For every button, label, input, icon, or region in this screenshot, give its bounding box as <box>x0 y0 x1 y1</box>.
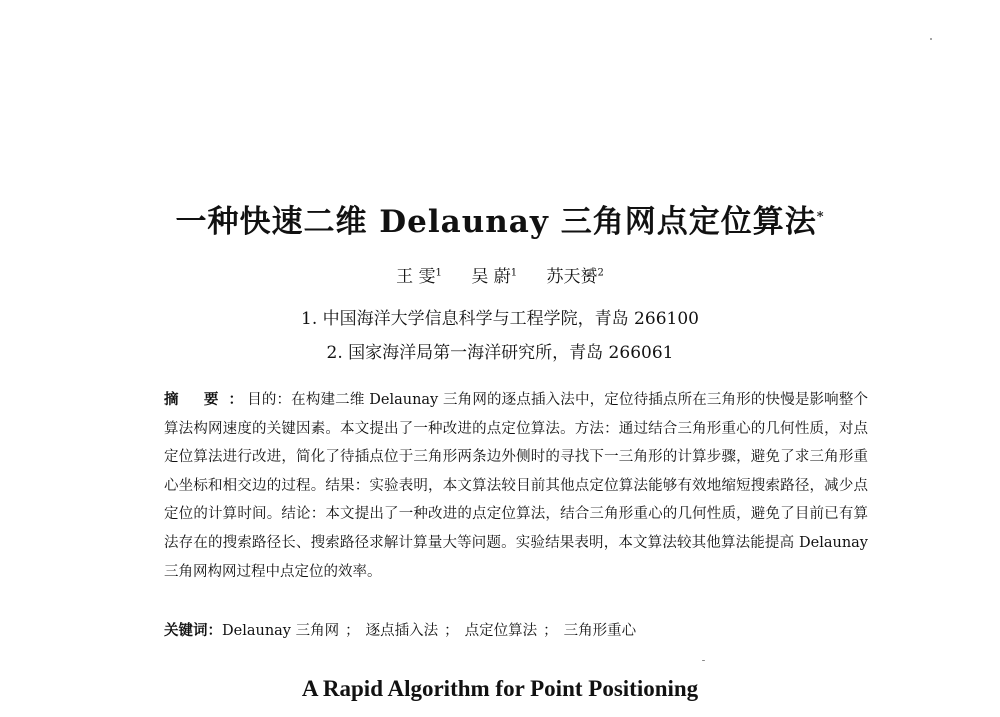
affiliation-2: 2. 国家海洋局第一海洋研究所，青岛 266061 <box>326 343 674 363</box>
keywords-line <box>164 619 868 640</box>
abstract <box>164 386 868 586</box>
author-3 <box>547 262 604 287</box>
author-name: 吴 蔚 <box>471 267 511 287</box>
paper-title <box>0 196 1000 241</box>
scan-speck <box>930 38 932 40</box>
author-2 <box>471 262 517 287</box>
keyword-separator: ； <box>543 623 558 639</box>
author-1 <box>396 262 442 287</box>
title-footnote-mark: * <box>816 209 825 225</box>
abstract-colon: ： <box>228 391 244 408</box>
author-name: 苏天赟 <box>546 267 598 287</box>
author-affil-mark: 1 <box>435 267 442 279</box>
keyword: 逐点插入法 <box>365 623 439 639</box>
author-affil-mark: 1 <box>510 267 518 279</box>
paper-title-text: 一种快速二维 Delaunay 三角网点定位算法 <box>175 204 817 240</box>
keyword: Delaunay 三角网 <box>222 623 340 639</box>
author-list <box>0 262 1000 287</box>
abstract-text: 目的：在构建二维 Delaunay 三角网的逐点插入法中，定位待插点所在三角形的快慢是影响整个算法构网速度的关键因素。本文提出了一种改进的点定位算法。方法：通过结合三角形重心的几何性质，对点定位算法进行改进，简化了待插点位于三角形两条边外侧时的寻找下一三角形的计算步骤，避免了求三角形重心坐标和相交边的过程。结果：实验表明，本文算法较目前其他点定位算法能够有效地缩短搜索路径，减少点定位的计算时间。结论：本文提出了一种改进的点定位算法，结合三角形重心的几何性质，避免了目前已有算法存在的搜索路径长、搜索路径求解计算量大等问题。实验结果表明，本文算法较其他算法能提高 Delaunay 三角网构网过程中点定位的效率。 <box>164 392 868 580</box>
keyword-separator: ； <box>444 623 459 639</box>
author-name: 王 雯 <box>396 267 436 287</box>
affiliation-1: 1. 中国海洋大学信息科学与工程学院，青岛 266100 <box>301 309 699 329</box>
abstract-label: 摘 要 <box>164 391 229 408</box>
keyword: 点定位算法 <box>464 623 538 639</box>
author-affil-mark: 2 <box>597 267 604 279</box>
keywords-label: 关键词： <box>164 622 222 639</box>
keyword: 三角形重心 <box>563 623 637 639</box>
english-title: A Rapid Algorithm for Point Positioning <box>301 676 699 701</box>
scan-speck <box>702 660 705 661</box>
keyword-separator: ； <box>345 623 360 639</box>
